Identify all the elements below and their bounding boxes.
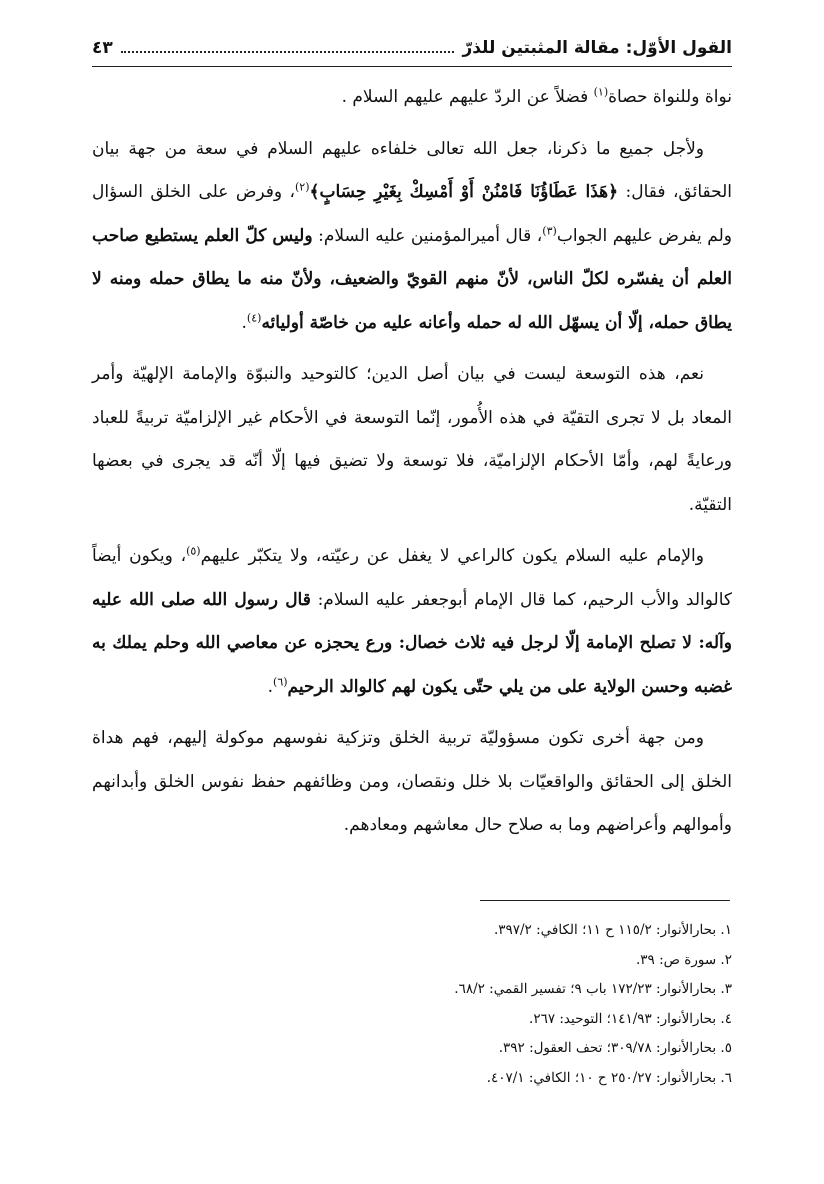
hadith-quote-2: قال رسول الله صلى الله عليه وآله: لا تصلح الإمامة إلّا لرجل فيه ثلاث خصال: ورع يحجزه عن معاصي الله وحلم يملك به غضبه وحسن الولاية على من يلي حتّى يكون لهم كالوالد الرحيم [92,589,732,697]
footnote-ref-1: (١) [593,85,609,99]
header-rule [92,66,732,67]
footnote: ٢. سورة ص: ٣٩. [636,951,732,968]
page-header [92,30,732,66]
paragraph-2: ولأجل جميع ما ذكرنا، جعل الله تعالى خلفاءه عليهم السلام في سعة من جهة بيان الحقائق، فقال: ﴿هَذَا عَطَاؤُنَا فَامْنُنْ أَوْ أَمْسِكْ بِغَيْرِ حِسَابٍ﴾$^{(٢)}$، وفرض على الخلق السؤال ولم يفرض عليهم الجواب$^{(٣)}$، قال أميرالمؤمنين عليه السلام: وليس كلّ العلم يستطيع صاحب العلم أن يفسّره لكلّ الناس، لأنّ منهم القويّ والضعيف، ولأنّ منه ما يطاق حمله ومنه لا يطاق حمله، إلّا أن يسهّل الله له حمله وأعانه عليه من خاصّة أوليائه$^{(٤)}$. [92,138,732,333]
footnote-ref-2: (٢) [295,180,310,194]
footnotes [200,916,732,1093]
footnote-rule [480,900,730,901]
footnote: ٤. بحارالأنوار: ١٤١/٩٣؛ التوحيد: ٢٦٧. [529,1010,732,1027]
footnote: ٣. بحارالأنوار: ١٧٢/٢٣ باب ٩؛ تفسير القمي: ٦٨/٢. [454,981,732,997]
footnote-ref-4: (٤) [246,310,262,324]
running-title: القول الأوّل: مقالة المثبتين للذرّ [462,38,732,58]
footnote: ٦. بحارالأنوار: ٢٥٠/٢٧ ح ١٠؛ الكافي: ٤٠٧/١. [486,1069,732,1086]
paragraph-1: نواة وللنواة حصاة$^{(١)}$ فضلاً عن الردّ عليهم عليهم السلام . [341,85,732,107]
footnote: ١. بحارالأنوار: ١١٥/٢ ح ١١؛ الكافي: ٣٩٧/٢. [493,922,732,938]
footnote-ref-3: (٣) [542,223,557,237]
page-number: ٤٣ [92,38,113,58]
footnote-ref-6: (٦) [273,674,288,688]
body-text [92,76,732,848]
paragraph-5: ومن جهة أخرى تكون مسؤوليّة تربية الخلق وتزكية نفوسهم موكولة إليهم، فهم هداة الخلق إلى الحقائق والواقعيّات بلا خلل ونقصان، ومن وظائفهم حفظ نفوس الخلق وأبدانهم وأموالهم وأعراضهم وما به صلاح حال معاشهم ومعادهم. [92,728,732,835]
paragraph-4: والإمام عليه السلام يكون كالراعي لا يغفل عن رعيّته، ولا يتكبّر عليهم$^{(٥)}$، ويكون أيضاً كالوالد والأب الرحيم، كما قال الإمام أبوجعفر عليه السلام: قال رسول الله صلى الله عليه وآله: لا تصلح الإمامة إلّا لرجل فيه ثلاث خصال: ورع يحجزه عن معاصي الله وحلم يملك به غضبه وحسن الولاية على من يلي حتّى يكون لهم كالوالد الرحيم$^{(٦)}$. [92,544,732,697]
header-dot-leader [121,51,455,53]
paragraph-3: نعم، هذه التوسعة ليست في بيان أصل الدين؛ كالتوحيد والنبوّة والإمامة الإلهيّة وأمر المعاد بل لا تجرى التقيّة في هذه الأُمور، إنّما التوسعة في الأحكام غير الإلزاميّة تربيةً للعباد ورعايةً لهم، وأمّا الأحكام الإلزاميّة، فلا توسعة ولا تضيق فيها إلّا أنّه قد يجرى في بعضها التقيّة. [92,364,732,515]
footnote: ٥. بحارالأنوار: ٣٠٩/٧٨؛ تحف العقول: ٣٩٢. [498,1040,732,1056]
quran-quote: ﴿هَذَا عَطَاؤُنَا فَامْنُنْ أَوْ أَمْسِكْ بِغَيْرِ حِسَابٍ﴾ [309,182,619,202]
hadith-quote-1: وليس كلّ العلم يستطيع صاحب العلم أن يفسّره لكلّ الناس، لأنّ منهم القويّ والضعيف، ولأنّ منه ما يطاق حمله ومنه لا يطاق حمله، إلّا أن يسهّل الله له حمله وأعانه عليه من خاصّة أوليائه [92,225,732,333]
footnote-ref-5: (٥) [186,544,201,558]
